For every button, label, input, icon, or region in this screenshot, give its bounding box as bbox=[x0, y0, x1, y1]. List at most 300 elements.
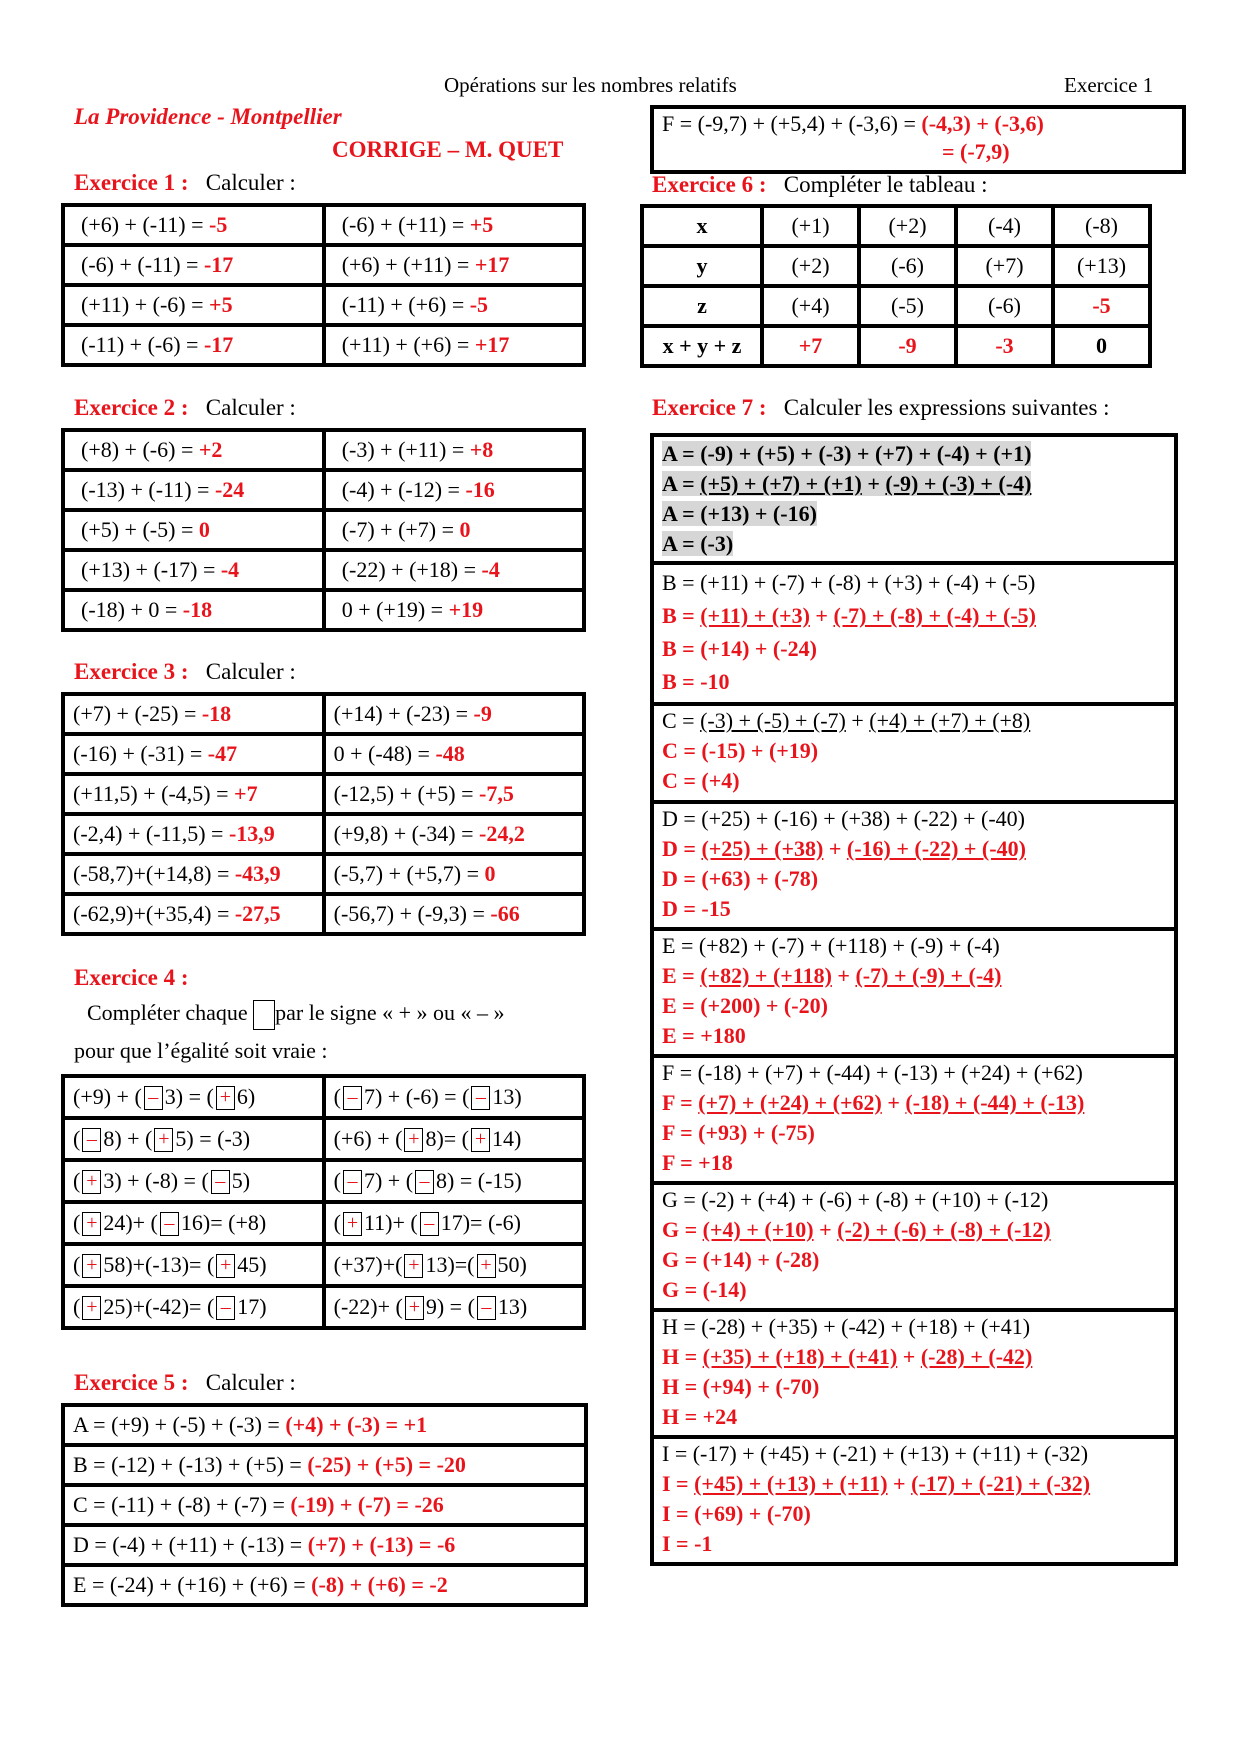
calc-cell bbox=[322, 468, 582, 508]
sign-box: + bbox=[216, 1254, 235, 1278]
ex7-b-line4: B = -10 bbox=[662, 669, 730, 694]
sign-text: 17)= (-6) bbox=[440, 1209, 521, 1235]
ex4-label: Exercice 4 : bbox=[74, 965, 189, 990]
table-row bbox=[65, 1407, 584, 1443]
ex3-heading bbox=[74, 659, 296, 685]
ex7-block-f bbox=[654, 1054, 1174, 1181]
ex7-e-line2-plus: + bbox=[831, 963, 856, 988]
sign-text: (+37)+( bbox=[333, 1251, 403, 1277]
ex2-instruction: Calculer : bbox=[205, 395, 296, 420]
ex3-label: Exercice 3 : bbox=[74, 659, 189, 684]
calc-answer: -66 bbox=[490, 901, 520, 926]
calc-answer: (+7) + (-13) = -6 bbox=[307, 1532, 456, 1557]
ex7-f-line4: F = +18 bbox=[662, 1150, 733, 1175]
ex7-c-line2: C = (-15) + (+19) bbox=[662, 738, 819, 763]
ex1-table bbox=[61, 203, 586, 367]
page-title: Opérations sur les nombres relatifs bbox=[444, 73, 737, 97]
calc-cell bbox=[65, 732, 322, 772]
calc-question: (-13) + (-11) = bbox=[81, 477, 215, 502]
calc-cell bbox=[322, 548, 582, 588]
sign-text: ( bbox=[73, 1293, 81, 1319]
ex7-f-line2-negatives: (-18) + (-44) + (-13) bbox=[905, 1090, 1085, 1115]
table-cell: (+4) bbox=[760, 284, 857, 324]
sign-text: ( bbox=[73, 1251, 81, 1277]
ex7-block-i bbox=[654, 1435, 1174, 1562]
ex7-c-line1-plus: + bbox=[845, 708, 870, 733]
sign-text: 3) = ( bbox=[164, 1083, 214, 1109]
ex7-c-line1-prefix: C = bbox=[662, 708, 701, 733]
calc-answer: -24 bbox=[214, 477, 245, 502]
sign-text: ( bbox=[73, 1125, 81, 1151]
calc-cell bbox=[65, 468, 322, 508]
ex7-g-line1: G = (-2) + (+4) + (-6) + (-8) + (+10) + (-12) bbox=[662, 1187, 1049, 1212]
school-name: La Providence - Montpellier bbox=[74, 104, 342, 129]
calc-question: (-2,4) + (-11,5) = bbox=[73, 821, 229, 846]
ex7-i-line1: I = (-17) + (+45) + (-21) + (+13) + (+11) + (-32) bbox=[662, 1441, 1089, 1466]
calc-question: (-7) + (+7) = bbox=[341, 517, 460, 542]
calc-cell bbox=[65, 323, 322, 363]
sign-text: 8)= ( bbox=[425, 1125, 469, 1151]
ex7-i-line4: I = -1 bbox=[662, 1531, 713, 1556]
table-cell: (-8) bbox=[1051, 208, 1148, 244]
sign-box: – bbox=[343, 1170, 362, 1194]
table-row bbox=[644, 208, 1148, 244]
table-row bbox=[65, 1563, 584, 1603]
sign-text: 45) bbox=[237, 1251, 267, 1277]
ex7-d-line2-plus: + bbox=[823, 836, 847, 861]
table-cell: -5 bbox=[1051, 284, 1148, 324]
calc-answer: (+4) + (-3) = +1 bbox=[285, 1412, 428, 1437]
calc-question: (+14) + (-23) = bbox=[333, 701, 474, 726]
ex7-heading bbox=[652, 395, 1110, 421]
table-row bbox=[644, 244, 1148, 284]
calc-answer: 0 bbox=[198, 517, 210, 542]
ex7-b-line3: B = (+14) + (-24) bbox=[662, 636, 817, 661]
sign-text: (+9) + ( bbox=[73, 1083, 142, 1109]
sign-box: + bbox=[404, 1128, 423, 1152]
sign-text: 11)+ ( bbox=[363, 1209, 418, 1235]
ex7-e-line2-prefix: E = bbox=[662, 963, 701, 988]
ex7-a-line4: A = (-3) bbox=[662, 531, 734, 556]
ex7-a-line2-positives: (+5) + (+7) + (+1) bbox=[700, 471, 862, 496]
calc-cell bbox=[65, 283, 322, 323]
table-row bbox=[65, 548, 582, 588]
ex5-instruction: Calculer : bbox=[205, 1370, 296, 1395]
row-header: x bbox=[696, 213, 708, 238]
row-header: x + y + z bbox=[644, 324, 760, 364]
table-row bbox=[644, 324, 1148, 364]
f-box-step: (-4,3) + (-3,6) bbox=[921, 111, 1044, 136]
sign-text: 8) + ( bbox=[103, 1125, 153, 1151]
calc-question: (-11) + (-6) = bbox=[81, 332, 204, 357]
calc-answer: +17 bbox=[474, 252, 510, 277]
calc-cell bbox=[322, 696, 582, 732]
sign-text: 9) = ( bbox=[425, 1293, 475, 1319]
sign-text: 5) bbox=[231, 1167, 251, 1193]
ex7-label: Exercice 7 : bbox=[652, 395, 767, 420]
sign-text: 17) bbox=[237, 1293, 267, 1319]
calc-question: (+11,5) + (-4,5) = bbox=[73, 781, 235, 806]
calc-cell bbox=[65, 852, 322, 892]
ex7-h-line2-positives: (+35) + (+18) + (+41) bbox=[702, 1344, 898, 1369]
ex7-d-line2-negatives: (-16) + (-22) + (-40) bbox=[846, 836, 1026, 861]
empty-square-icon bbox=[253, 1000, 275, 1030]
ex7-i-line3: I = (+69) + (-70) bbox=[662, 1501, 811, 1526]
sign-text: ( bbox=[333, 1083, 341, 1109]
calc-answer: -5 bbox=[209, 212, 228, 237]
ex2-label: Exercice 2 : bbox=[74, 395, 189, 420]
ex7-d-line4: D = -15 bbox=[662, 896, 731, 921]
calc-answer: -13,9 bbox=[228, 821, 275, 846]
calc-cell bbox=[322, 508, 582, 548]
ex2-heading bbox=[74, 395, 296, 421]
table-row bbox=[65, 852, 582, 892]
sign-box: – bbox=[343, 1086, 362, 1110]
ex7-a-line3: A = (+13) + (-16) bbox=[662, 501, 817, 526]
ex7-h-line3: H = (+94) + (-70) bbox=[662, 1374, 820, 1399]
calc-answer: +8 bbox=[469, 437, 494, 462]
calc-question: C = (-11) + (-8) + (-7) = bbox=[73, 1492, 291, 1517]
ex7-g-line2-positives: (+4) + (+10) bbox=[702, 1217, 814, 1242]
calc-answer: +5 bbox=[469, 212, 494, 237]
calc-question: (+11) + (+6) = bbox=[341, 332, 475, 357]
ex7-g-line3: G = (+14) + (-28) bbox=[662, 1247, 820, 1272]
sign-text: 7) + ( bbox=[363, 1167, 414, 1193]
sign-text: 58)+(-13)= ( bbox=[103, 1251, 215, 1277]
sign-text: 8) = (-15) bbox=[436, 1167, 522, 1193]
ex4-instruction-line1 bbox=[87, 1000, 505, 1030]
calc-answer: -48 bbox=[435, 741, 465, 766]
calc-cell bbox=[322, 892, 582, 932]
ex7-instruction: Calculer les expressions suivantes : bbox=[783, 395, 1110, 420]
table-row bbox=[65, 1483, 584, 1523]
calc-answer: -27,5 bbox=[234, 901, 281, 926]
calc-question: (-4) + (-12) = bbox=[341, 477, 466, 502]
table-row bbox=[65, 772, 582, 812]
ex1-label: Exercice 1 : bbox=[74, 170, 189, 195]
table-cell: (+1) bbox=[760, 208, 857, 244]
calc-cell bbox=[322, 772, 582, 812]
calc-answer: -9 bbox=[473, 701, 492, 726]
ex7-f-line2-prefix: F = bbox=[662, 1090, 699, 1115]
ex7-c-line1-negatives: (-3) + (-5) + (-7) bbox=[700, 708, 846, 733]
calc-cell bbox=[322, 812, 582, 852]
table-cell: -3 bbox=[954, 324, 1051, 364]
calc-cell bbox=[65, 812, 322, 852]
sign-box: – bbox=[420, 1212, 439, 1236]
calc-answer: -43,9 bbox=[234, 861, 281, 886]
calc-cell bbox=[322, 207, 582, 243]
calc-question: (-5,7) + (+5,7) = bbox=[333, 861, 485, 886]
table-row bbox=[65, 1078, 582, 1116]
sign-text: 24)+ ( bbox=[103, 1209, 158, 1235]
table-row bbox=[65, 732, 582, 772]
ex4-instr-b: par le signe « + » ou « – » bbox=[275, 1000, 505, 1026]
calc-answer: -24,2 bbox=[479, 821, 525, 846]
calc-answer: -17 bbox=[203, 332, 234, 357]
ex7-e-line2-positives: (+82) + (+118) bbox=[700, 963, 832, 988]
calc-cell bbox=[65, 1483, 584, 1523]
sign-cell bbox=[322, 1116, 582, 1158]
sign-text: ( bbox=[73, 1209, 81, 1235]
ex6-heading bbox=[652, 172, 988, 198]
ex7-g-line4: G = (-14) bbox=[662, 1277, 747, 1302]
sign-text: 13) bbox=[497, 1293, 528, 1319]
calc-cell bbox=[322, 283, 582, 323]
exercise-number: Exercice 1 bbox=[1064, 73, 1154, 97]
calc-cell bbox=[65, 432, 322, 468]
sign-text: ( bbox=[73, 1167, 81, 1193]
calc-question: (+13) + (-17) = bbox=[81, 557, 221, 582]
sign-box: + bbox=[82, 1296, 101, 1320]
calc-cell bbox=[322, 732, 582, 772]
ex5-heading bbox=[74, 1370, 296, 1396]
sign-text: 16)= (+8) bbox=[180, 1209, 267, 1235]
calc-question: (-6) + (-11) = bbox=[81, 252, 204, 277]
calc-question: (-22) + (+18) = bbox=[341, 557, 482, 582]
sign-box: – bbox=[82, 1128, 101, 1152]
ex7-g-line2-plus: + bbox=[813, 1217, 838, 1242]
calc-cell bbox=[65, 772, 322, 812]
ex7-d-line2-prefix: D = bbox=[662, 836, 702, 861]
ex7-c-line3: C = (+4) bbox=[662, 768, 740, 793]
calc-cell bbox=[65, 696, 322, 732]
sign-box: – bbox=[216, 1296, 235, 1320]
f-box bbox=[650, 105, 1186, 174]
calc-question: (-62,9)+(+35,4) = bbox=[73, 901, 235, 926]
sign-cell bbox=[322, 1200, 582, 1242]
calc-question: (-11) + (+6) = bbox=[341, 292, 470, 317]
calc-question: (-12,5) + (+5) = bbox=[333, 781, 479, 806]
table-cell: (+13) bbox=[1051, 244, 1148, 284]
ex5-table bbox=[61, 1403, 588, 1607]
calc-cell bbox=[65, 1407, 584, 1443]
table-row bbox=[65, 1158, 582, 1200]
calc-answer: (-25) + (+5) = -20 bbox=[307, 1452, 466, 1477]
corrige-label: CORRIGE – M. QUET bbox=[332, 137, 564, 162]
sign-box: + bbox=[82, 1212, 101, 1236]
sign-box: – bbox=[211, 1170, 230, 1194]
calc-answer: -16 bbox=[465, 477, 495, 502]
sign-box: + bbox=[82, 1170, 101, 1194]
calc-answer: +2 bbox=[198, 437, 223, 462]
ex6-label: Exercice 6 : bbox=[652, 172, 767, 197]
ex3-instruction: Calculer : bbox=[205, 659, 296, 684]
sign-box: – bbox=[471, 1086, 490, 1110]
ex7-d-line2-positives: (+25) + (+38) bbox=[701, 836, 824, 861]
ex7-g-line2-prefix: G = bbox=[662, 1217, 703, 1242]
table-cell: (+2) bbox=[857, 208, 954, 244]
calc-cell bbox=[65, 1563, 584, 1603]
sign-box: – bbox=[160, 1212, 179, 1236]
calc-cell bbox=[65, 243, 322, 283]
calc-cell bbox=[322, 243, 582, 283]
calc-answer: 0 bbox=[459, 517, 471, 542]
ex5-label: Exercice 5 : bbox=[74, 1370, 189, 1395]
table-row bbox=[65, 508, 582, 548]
ex7-h-line1: H = (-28) + (+35) + (-42) + (+18) + (+41) bbox=[662, 1314, 1031, 1339]
table-row bbox=[65, 432, 582, 468]
sign-text: 13)=( bbox=[425, 1251, 475, 1277]
sign-cell bbox=[65, 1284, 322, 1326]
calc-question: (+6) + (-11) = bbox=[81, 212, 210, 237]
sign-box: + bbox=[477, 1254, 496, 1278]
ex7-a-line2-plus: + bbox=[861, 471, 886, 496]
table-row bbox=[65, 1443, 584, 1483]
calc-answer: +7 bbox=[234, 781, 258, 806]
sign-text: 14) bbox=[492, 1125, 522, 1151]
calc-cell bbox=[322, 852, 582, 892]
ex7-f-line2-plus: + bbox=[881, 1090, 906, 1115]
table-cell: (+2) bbox=[760, 244, 857, 284]
table-row bbox=[65, 323, 582, 363]
ex1-instruction: Calculer : bbox=[205, 170, 296, 195]
calc-answer: (-8) + (+6) = -2 bbox=[311, 1572, 448, 1597]
calc-answer: -18 bbox=[182, 597, 213, 622]
calc-cell bbox=[65, 588, 322, 628]
calc-answer: +19 bbox=[448, 597, 484, 622]
calc-question: (-18) + 0 = bbox=[81, 597, 183, 622]
ex7-i-line2-prefix: I = bbox=[662, 1471, 695, 1496]
sign-text: ( bbox=[333, 1209, 341, 1235]
calc-answer: (-19) + (-7) = -26 bbox=[290, 1492, 444, 1517]
table-cell: -9 bbox=[857, 324, 954, 364]
sign-box: – bbox=[415, 1170, 434, 1194]
table-cell: (+7) bbox=[954, 244, 1051, 284]
table-cell: (-6) bbox=[954, 284, 1051, 324]
ex7-a-line2-prefix: A = bbox=[662, 471, 701, 496]
ex7-h-line2-plus: + bbox=[897, 1344, 921, 1369]
ex7-e-line2-negatives: (-7) + (-9) + (-4) bbox=[855, 963, 1002, 988]
table-cell: (-6) bbox=[857, 244, 954, 284]
sign-text: 13) bbox=[492, 1083, 522, 1109]
ex7-h-line2-prefix: H = bbox=[662, 1344, 703, 1369]
ex7-b-line2-negatives: (-7) + (-8) + (-4) + (-5) bbox=[833, 603, 1036, 628]
calc-cell bbox=[65, 892, 322, 932]
calc-answer: -7,5 bbox=[479, 781, 514, 806]
sign-cell bbox=[322, 1078, 582, 1116]
calc-cell bbox=[65, 207, 322, 243]
calc-question: (-6) + (+11) = bbox=[341, 212, 470, 237]
ex1-heading bbox=[74, 170, 296, 196]
sign-cell bbox=[65, 1116, 322, 1158]
calc-answer: +17 bbox=[474, 332, 510, 357]
f-box-result: = (-7,9) bbox=[942, 139, 1010, 164]
sign-text: (-22)+ ( bbox=[333, 1293, 403, 1319]
sign-text: (+6) + ( bbox=[333, 1125, 403, 1151]
calc-question: (-58,7)+(+14,8) = bbox=[73, 861, 235, 886]
table-row bbox=[65, 588, 582, 628]
ex7-f-line2-positives: (+7) + (+24) + (+62) bbox=[698, 1090, 882, 1115]
ex6-table bbox=[640, 204, 1152, 368]
ex6-instruction: Compléter le tableau : bbox=[783, 172, 988, 197]
sign-box: + bbox=[343, 1212, 362, 1236]
calc-cell bbox=[322, 588, 582, 628]
calc-question: 0 + (-48) = bbox=[333, 741, 436, 766]
ex7-block-b bbox=[654, 561, 1174, 702]
sign-box: + bbox=[404, 1254, 423, 1278]
ex4-instruction-line2: pour que l’égalité soit vraie : bbox=[74, 1038, 328, 1063]
ex7-i-line2-positives: (+45) + (+13) + (+11) bbox=[694, 1471, 888, 1496]
ex7-f-line1: F = (-18) + (+7) + (-44) + (-13) + (+24) + (+62) bbox=[662, 1060, 1083, 1085]
calc-question: (+8) + (-6) = bbox=[81, 437, 199, 462]
table-cell: +7 bbox=[760, 324, 857, 364]
calc-question: (+5) + (-5) = bbox=[81, 517, 199, 542]
calc-cell bbox=[65, 548, 322, 588]
sign-box: – bbox=[477, 1296, 496, 1320]
sign-cell bbox=[322, 1284, 582, 1326]
ex7-b-line2-prefix: B = bbox=[662, 603, 701, 628]
calc-question: (-56,7) + (-9,3) = bbox=[333, 901, 491, 926]
ex7-i-line2-plus: + bbox=[887, 1471, 912, 1496]
ex7-a-line2-negatives: (-9) + (-3) + (-4) bbox=[885, 471, 1032, 496]
ex2-table bbox=[61, 428, 586, 632]
calc-question: A = (+9) + (-5) + (-3) = bbox=[73, 1412, 286, 1437]
sign-cell bbox=[322, 1158, 582, 1200]
calc-answer: 0 bbox=[484, 861, 496, 886]
row-header: y bbox=[644, 244, 760, 284]
ex4-instr-a: Compléter chaque bbox=[87, 1000, 248, 1026]
ex7-b-line1: B = (+11) + (-7) + (-8) + (+3) + (-4) + (-5) bbox=[662, 570, 1036, 595]
table-row bbox=[65, 243, 582, 283]
calc-cell bbox=[65, 1443, 584, 1483]
table-row bbox=[65, 468, 582, 508]
sign-cell bbox=[65, 1158, 322, 1200]
ex7-d-line3: D = (+63) + (-78) bbox=[662, 866, 819, 891]
ex7-block-d bbox=[654, 800, 1174, 927]
table-row bbox=[65, 1116, 582, 1158]
ex7-h-line4: H = +24 bbox=[662, 1404, 738, 1429]
calc-question: (-3) + (+11) = bbox=[341, 437, 470, 462]
table-row bbox=[65, 892, 582, 932]
sign-cell bbox=[322, 1242, 582, 1284]
ex7-b-line2-plus: + bbox=[809, 603, 834, 628]
calc-answer: -5 bbox=[469, 292, 489, 317]
ex4-heading bbox=[74, 965, 189, 991]
table-cell: (-5) bbox=[857, 284, 954, 324]
ex7-block-c bbox=[654, 702, 1174, 800]
ex7-i-line2-negatives: (-17) + (-21) + (-32) bbox=[911, 1471, 1091, 1496]
sign-text: 25)+(-42)= ( bbox=[103, 1293, 215, 1319]
sign-text: 50) bbox=[497, 1251, 527, 1277]
sign-cell bbox=[65, 1242, 322, 1284]
ex7-f-line3: F = (+93) + (-75) bbox=[662, 1120, 815, 1145]
f-box-question: F = (-9,7) + (+5,4) + (-3,6) = bbox=[662, 111, 922, 136]
ex7-e-line4: E = +180 bbox=[662, 1023, 746, 1048]
table-row bbox=[644, 284, 1148, 324]
table-row bbox=[65, 696, 582, 732]
calc-question: (+9,8) + (-34) = bbox=[333, 821, 479, 846]
sign-cell bbox=[65, 1078, 322, 1116]
calc-cell bbox=[322, 432, 582, 468]
ex7-a-line1: A = (-9) + (+5) + (-3) + (+7) + (-4) + (+1) bbox=[662, 441, 1032, 466]
calc-question: B = (-12) + (-13) + (+5) = bbox=[73, 1452, 308, 1477]
calc-answer: -18 bbox=[201, 701, 232, 726]
ex7-block-g bbox=[654, 1181, 1174, 1308]
row-header: z bbox=[644, 284, 760, 324]
sign-text: 6) bbox=[236, 1083, 256, 1109]
sign-text: 3) + (-8) = ( bbox=[103, 1167, 209, 1193]
calc-cell bbox=[322, 323, 582, 363]
sign-box: + bbox=[82, 1254, 101, 1278]
sign-cell bbox=[65, 1200, 322, 1242]
sign-text: 5) = (-3) bbox=[175, 1125, 251, 1151]
table-row bbox=[65, 1523, 584, 1563]
ex7-d-line1: D = (+25) + (-16) + (+38) + (-22) + (-40) bbox=[662, 806, 1025, 831]
calc-question: (+6) + (+11) = bbox=[341, 252, 475, 277]
table-row bbox=[65, 812, 582, 852]
calc-cell bbox=[65, 508, 322, 548]
